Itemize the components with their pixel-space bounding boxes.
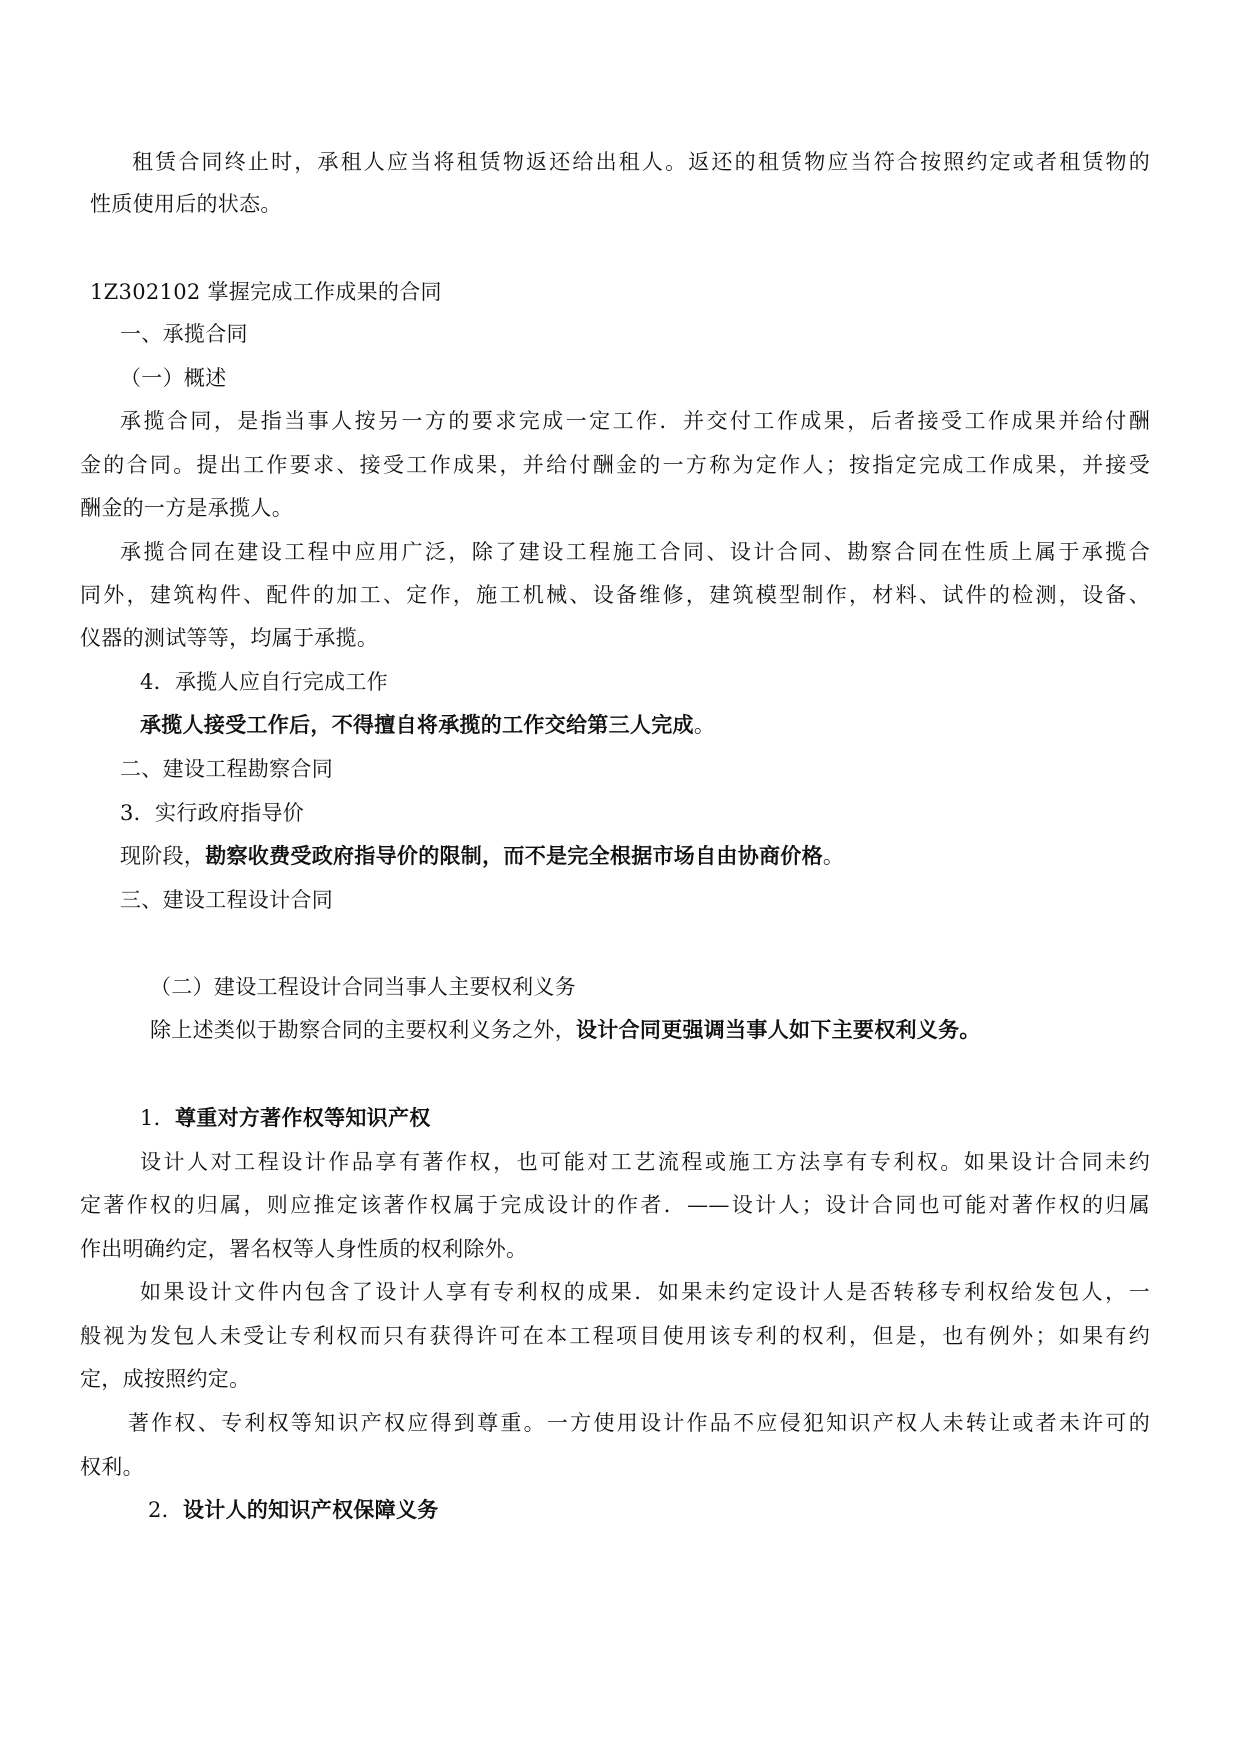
paragraph-line: 仪器的测试等等，均属于承揽。 [80, 626, 379, 650]
item-3-bold-text: 勘察收费受政府指导价的限制，而不是完全根据市场自由协商价格 [205, 844, 823, 868]
paragraph-line: 承揽合同，是指当事人按另一方的要求完成一定工作．并交付工作成果，后者接受工作成果并给付酬 [120, 409, 1150, 433]
heading-1: 一、承揽合同 [120, 322, 248, 346]
paragraph-line: 设计人对工程设计作品享有著作权，也可能对工艺流程或施工方法享有专利权。如果设计合同未约 [140, 1150, 1150, 1174]
paragraph-line: 定著作权的归属，则应推定该著作权属于完成设计的作者．——设计人；设计合同也可能对著作权的归属 [80, 1193, 1150, 1217]
subheading-rights: （二）建设工程设计合同当事人主要权利义务 [150, 975, 576, 999]
subsection-1-number: 1． [140, 1106, 175, 1130]
item-3-period: 。 [822, 844, 845, 868]
item-4-period: 。 [693, 713, 716, 737]
subsection-2-title: 设计人的知识产权保障义务 [182, 1498, 439, 1522]
paragraph-line: 如果设计文件内包含了设计人享有专利权的成果．如果未约定设计人是否转移专利权给发包人，一 [140, 1280, 1150, 1304]
paragraph-line: 同外，建筑构件、配件的加工、定作，施工机械、设备维修，建筑模型制作，材料、试件的检测，设备、 [80, 583, 1150, 607]
item-4-text [140, 711, 715, 739]
rights-prefix: 除上述类似于勘察合同的主要权利义务之外， [150, 1018, 576, 1042]
paragraph-line: 承揽合同在建设工程中应用广泛，除了建设工程施工合同、设计合同、勘察合同在性质上属于承揽合 [120, 540, 1150, 564]
item-4-bold-text: 承揽人接受工作后，不得擅自将承揽的工作交给第三人完成 [140, 713, 694, 737]
paragraph-line: 作出明确约定，署名权等人身性质的权利除外。 [80, 1237, 528, 1261]
subsection-1-title: 尊重对方著作权等知识产权 [174, 1106, 431, 1130]
section-heading: 1Z302102 掌握完成工作成果的合同 [90, 280, 442, 304]
item-3-heading: 3．实行政府指导价 [120, 801, 305, 825]
subheading-overview: （一）概述 [120, 366, 227, 390]
item-3-prefix: 现阶段， [120, 844, 206, 868]
subsection-2-heading [148, 1496, 439, 1524]
paragraph-line: 性质使用后的状态。 [90, 192, 282, 216]
paragraph-line: 权利。 [80, 1455, 144, 1479]
paragraph-line: 著作权、专利权等知识产权应得到尊重。一方使用设计作品不应侵犯知识产权人未转让或者未许可的 [128, 1411, 1150, 1435]
paragraph-line: 金的合同。提出工作要求、接受工作成果，并给付酬金的一方称为定作人；按指定完成工作成果，并接受 [80, 453, 1150, 477]
heading-3: 三、建设工程设计合同 [120, 888, 333, 912]
item-4-heading: 4．承揽人应自行完成工作 [140, 670, 388, 694]
rights-bold: 设计合同更强调当事人如下主要权利义务。 [576, 1018, 981, 1042]
paragraph-line: 定，成按照约定。 [80, 1367, 251, 1391]
paragraph-line: 般视为发包人未受让专利权而只有获得许可在本工程项目使用该专利的权利，但是，也有例外；如果有约 [80, 1324, 1150, 1348]
heading-2: 二、建设工程勘察合同 [120, 757, 333, 781]
item-3-text [120, 842, 844, 870]
paragraph-line: 租赁合同终止时，承租人应当将租赁物返还给出租人。返还的租赁物应当符合按照约定或者租赁物的 [132, 150, 1150, 174]
paragraph-line: 酬金的一方是承揽人。 [80, 496, 293, 520]
paragraph-rights [150, 1016, 981, 1044]
subsection-1-heading [140, 1104, 431, 1132]
subsection-2-number: 2． [148, 1498, 183, 1522]
